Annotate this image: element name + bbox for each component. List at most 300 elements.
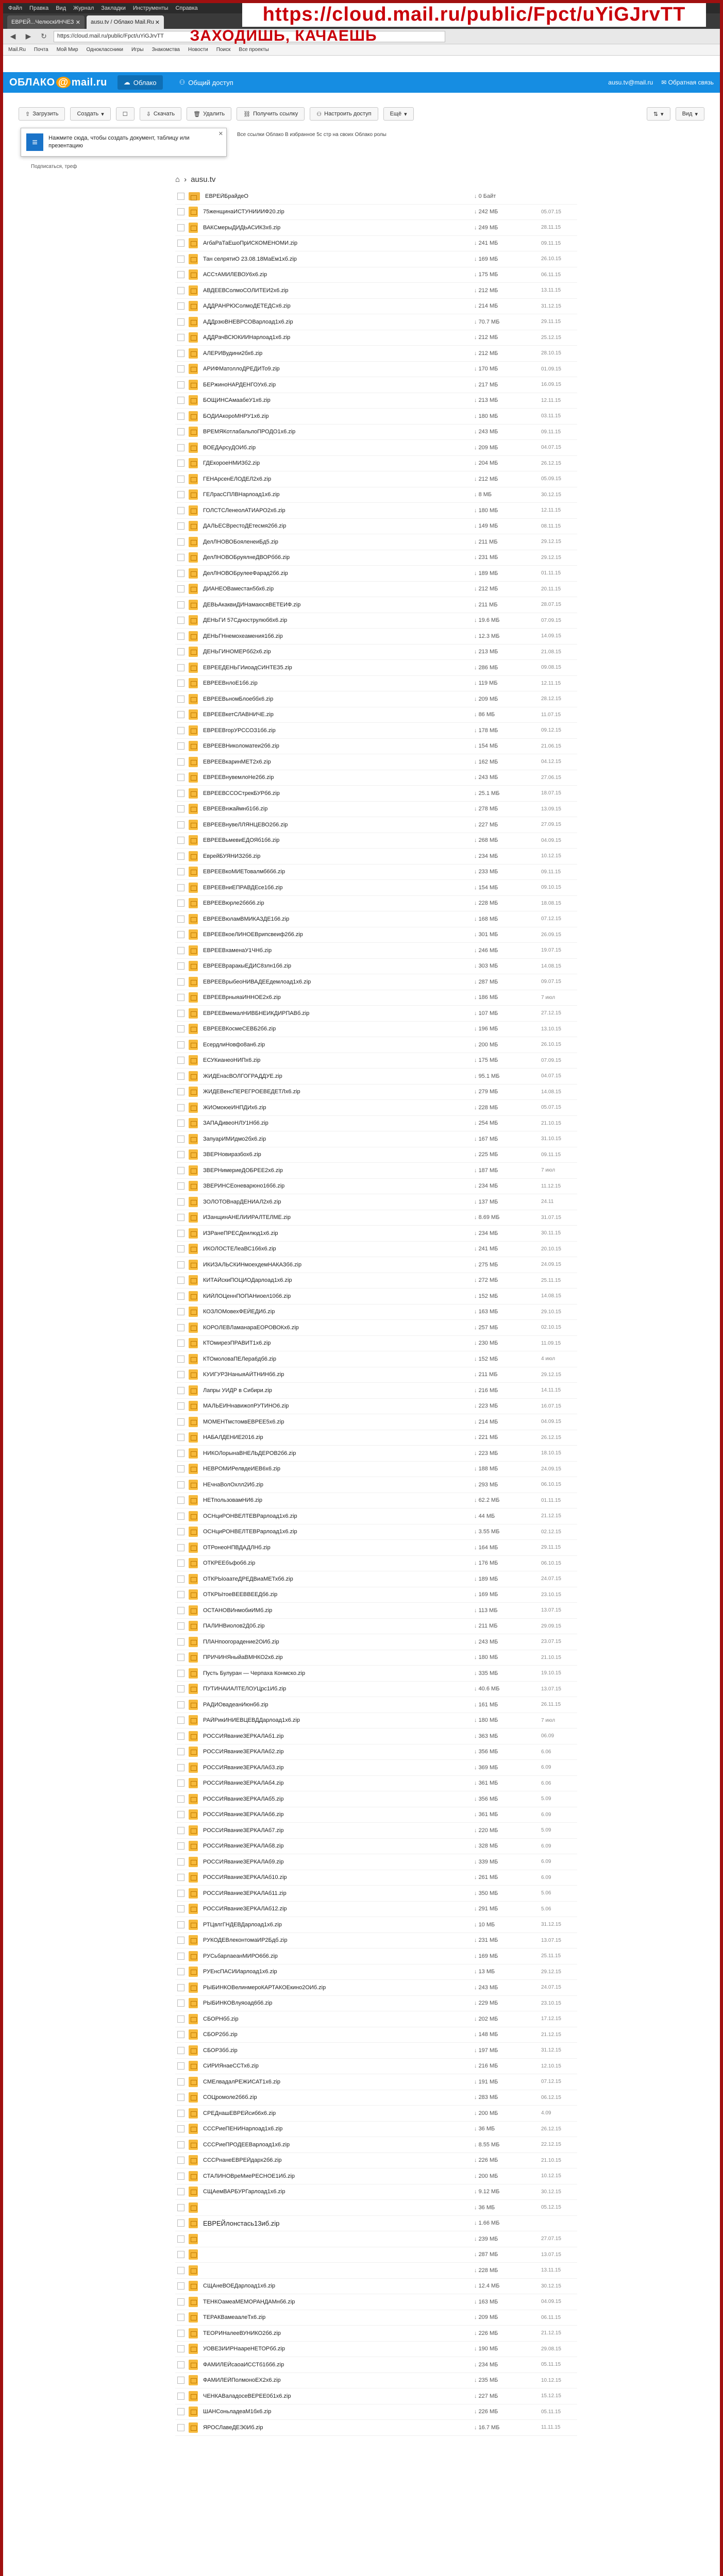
file-name[interactable]: ПАЛИНВиолов2Д0б.zip [203, 1623, 265, 1630]
row-checkbox[interactable] [177, 2173, 184, 2180]
row-checkbox[interactable] [177, 1104, 184, 1111]
file-name[interactable]: НЕТпользовамНИ6.zip [203, 1497, 263, 1504]
row-checkbox[interactable] [177, 1182, 184, 1190]
file-name[interactable]: АВДЕЕВСолмоСОЛИТЕИ2х6.zip [203, 287, 289, 294]
row-checkbox[interactable] [177, 1654, 184, 1661]
file-row[interactable] [175, 2153, 577, 2169]
row-checkbox[interactable] [177, 900, 184, 907]
file-name[interactable]: ЖИДЕнасВОЛГОГРАДДУЕ.zip [203, 1073, 282, 1079]
file-name[interactable]: ДАЛЬЕСВрестоДЕтесмя2б6.zip [203, 523, 287, 530]
file-row[interactable] [175, 1320, 577, 1336]
file-row[interactable] [175, 943, 577, 959]
row-checkbox[interactable] [177, 1748, 184, 1755]
cloud-logo[interactable] [9, 77, 107, 89]
row-checkbox[interactable] [177, 742, 184, 750]
row-checkbox[interactable] [177, 1717, 184, 1724]
row-checkbox[interactable] [177, 1953, 184, 1960]
row-checkbox[interactable] [177, 1136, 184, 1143]
row-checkbox[interactable] [177, 1151, 184, 1158]
file-row[interactable] [175, 2122, 577, 2138]
file-row[interactable] [175, 2027, 577, 2043]
file-name[interactable]: НАБАЛДЕНИЕ2016.zip [203, 1434, 263, 1441]
file-name[interactable]: ОТКРЕЕбъфоб6.zip [203, 1560, 256, 1567]
row-checkbox[interactable] [177, 287, 184, 294]
file-name[interactable]: РОССИЯвание3ЕРКАЛАб1.zip [203, 1733, 284, 1739]
file-row[interactable] [175, 1131, 577, 1147]
file-name[interactable]: ДЕВЬАкаквиДИНамаюсяВЕТЕИФ.zip [203, 601, 301, 608]
file-row[interactable] [175, 849, 577, 865]
file-row[interactable] [175, 723, 577, 739]
file-row[interactable] [175, 1902, 577, 1918]
row-checkbox[interactable] [177, 601, 184, 608]
row-checkbox[interactable] [177, 1685, 184, 1692]
file-row[interactable] [175, 754, 577, 770]
row-checkbox[interactable] [177, 2267, 184, 2274]
delete-button[interactable] [187, 107, 231, 121]
row-checkbox[interactable] [177, 931, 184, 938]
row-checkbox[interactable] [177, 2204, 184, 2211]
file-name[interactable]: ГОЛСТСЛенеолАТИАРО2х6.zip [203, 507, 285, 514]
back-icon[interactable]: ◀ [10, 32, 16, 40]
file-name[interactable]: СРЕДнашЕВРЕЙсиб6х6.zip [203, 2110, 276, 2116]
row-checkbox[interactable] [177, 1795, 184, 1803]
file-name[interactable]: ДИАНЕОВаместан5бх6.zip [203, 586, 274, 592]
file-row[interactable] [175, 990, 577, 1006]
row-checkbox[interactable] [177, 774, 184, 781]
row-checkbox[interactable] [177, 334, 184, 341]
row-checkbox[interactable] [177, 522, 184, 530]
file-row[interactable] [175, 1194, 577, 1210]
file-name[interactable]: ЕВРЕЕВьмевиЕДОЯб1б6.zip [203, 837, 280, 844]
row-checkbox[interactable] [177, 2282, 184, 2290]
file-name[interactable]: РУСьбарлаеанМИРО6б6.zip [203, 1953, 278, 1959]
row-checkbox[interactable] [177, 2110, 184, 2117]
file-row[interactable] [175, 1006, 577, 1022]
file-row[interactable] [175, 1697, 577, 1713]
file-name[interactable]: СИРИЯнаеССТх6.zip [203, 2063, 259, 2070]
row-checkbox[interactable] [177, 208, 184, 215]
file-name[interactable]: АЛЕРИВудини2бх6.zip [203, 350, 263, 357]
row-checkbox[interactable] [177, 428, 184, 435]
bookmark-item[interactable]: Mail.Ru [8, 47, 26, 53]
file-row[interactable] [175, 1462, 577, 1478]
file-row[interactable] [175, 786, 577, 802]
file-row[interactable] [175, 346, 577, 362]
file-name[interactable]: РАЙРикИНИЕВЦЕВДДарлоад1х6.zip [203, 1717, 300, 1724]
file-name[interactable]: ОСНциРОНВЕЛТЕВРарлоад1х6.zip [203, 1529, 297, 1535]
file-name[interactable]: БОДИАкороМНРУ1х6.zip [203, 413, 269, 419]
close-icon[interactable]: ✕ [75, 19, 80, 26]
file-name[interactable]: КТОмоловаПЕЛера6дб6.zip [203, 1355, 277, 1362]
file-name[interactable]: РЫБИНКОВлуяоад6б6.zip [203, 2000, 273, 2007]
file-name[interactable]: ЯРОСЛавеДЕЭ0Иб.zip [203, 2424, 263, 2431]
file-name[interactable]: ИЗРанеПРЕСДеилюд1х6.zip [203, 1230, 278, 1236]
file-row[interactable] [175, 2342, 577, 2358]
bookmark-item[interactable]: Знакомства [152, 47, 180, 53]
row-checkbox[interactable] [177, 2125, 184, 2132]
file-row[interactable] [175, 1870, 577, 1886]
file-name[interactable]: ТЕОРИНалееВУНИКО2б6.zip [203, 2330, 281, 2336]
file-name[interactable]: Тан селрятиО 23.08.18МаЕм1хб.zip [203, 256, 297, 262]
file-row[interactable] [175, 927, 577, 943]
row-checkbox[interactable] [177, 1811, 184, 1818]
file-row[interactable] [175, 1839, 577, 1855]
row-checkbox[interactable] [177, 2188, 184, 2195]
row-checkbox[interactable] [177, 2141, 184, 2148]
file-row[interactable] [175, 629, 577, 645]
row-checkbox[interactable] [177, 1575, 184, 1583]
file-name[interactable]: 75женщинаИСТУНИИИФ20.zip [203, 209, 284, 215]
file-row[interactable] [175, 1650, 577, 1666]
file-name[interactable]: ТЕНКОамеаМЕМОРАНДАМнб6.zip [203, 2298, 295, 2305]
file-row[interactable] [175, 1996, 577, 2012]
row-checkbox[interactable] [177, 1497, 184, 1504]
sort-button[interactable] [647, 107, 670, 121]
file-row[interactable] [175, 220, 577, 236]
row-checkbox[interactable] [177, 381, 184, 388]
file-row[interactable] [175, 377, 577, 393]
file-name[interactable]: РУКОДЕВлеконтомаИР2Бдб.zip [203, 1937, 288, 1944]
row-checkbox[interactable] [177, 2062, 184, 2070]
file-row[interactable] [175, 1791, 577, 1807]
file-name[interactable]: ДЕНЬГНнемохеамения1б6.zip [203, 633, 283, 639]
file-name[interactable]: СССРиеПРОДЕЕВарлоад1х6.zip [203, 2141, 290, 2148]
file-name[interactable]: ПУТИНАИАЛТЕЛОУЦрс1Иб.zip [203, 1686, 287, 1692]
file-row[interactable] [175, 2059, 577, 2075]
file-name[interactable]: ВОЕДАрсуДОИб.zip [203, 444, 256, 451]
file-row[interactable] [175, 1744, 577, 1760]
row-checkbox[interactable] [177, 1073, 184, 1080]
file-name[interactable]: ГДЕкороеНМИ3б2.zip [203, 460, 260, 467]
row-checkbox[interactable] [177, 837, 184, 844]
row-checkbox[interactable] [177, 491, 184, 498]
home-icon[interactable]: ⌂ [175, 175, 180, 184]
row-checkbox[interactable] [177, 476, 184, 483]
file-row[interactable] [175, 1854, 577, 1870]
row-checkbox[interactable] [177, 648, 184, 655]
row-checkbox[interactable] [177, 570, 184, 577]
file-row[interactable] [175, 2074, 577, 2090]
row-checkbox[interactable] [177, 1214, 184, 1221]
file-row[interactable] [175, 2200, 577, 2216]
file-name[interactable]: КТОмиреэПРАВИТ1х6.zip [203, 1340, 271, 1347]
file-row[interactable] [175, 1634, 577, 1650]
file-name[interactable]: ЕВРЕЕВкаринМЕТ2х6.zip [203, 758, 271, 765]
file-row[interactable] [175, 1304, 577, 1320]
reload-icon[interactable]: ↻ [41, 32, 47, 40]
bookmark-item[interactable]: Игры [131, 47, 144, 53]
file-name[interactable]: ЕВРЕЕВКосмеСЕВБ2б6.zip [203, 1026, 276, 1032]
select-all-checkbox[interactable]: ☐ [116, 107, 134, 121]
row-checkbox[interactable] [177, 1905, 184, 1912]
row-checkbox[interactable] [177, 1591, 184, 1598]
file-row[interactable] [175, 1619, 577, 1635]
file-row[interactable] [175, 1226, 577, 1242]
row-checkbox[interactable] [177, 365, 184, 372]
file-name[interactable]: КОЗЛОМовехФЕЙЕДИб.zip [203, 1309, 275, 1315]
file-row[interactable] [175, 2231, 577, 2247]
file-row[interactable] [175, 645, 577, 660]
tab-shared[interactable] [173, 75, 240, 90]
menu-item[interactable]: Вид [56, 5, 66, 11]
file-name[interactable]: ПРИЧИНЯныйаВМНКО2х6.zip [203, 1654, 283, 1661]
file-name[interactable]: ЕВРЕЕВьномБлоеббх6.zip [203, 696, 274, 702]
row-checkbox[interactable] [177, 1858, 184, 1866]
tab-cloud[interactable] [117, 75, 163, 90]
file-row[interactable] [175, 2106, 577, 2122]
file-row[interactable] [175, 1210, 577, 1226]
row-checkbox[interactable] [177, 1764, 184, 1771]
file-name[interactable]: АДДРачВСЮКИИНарлоад1х6.zip [203, 334, 291, 341]
file-row[interactable] [175, 566, 577, 582]
row-checkbox[interactable] [177, 916, 184, 923]
row-checkbox[interactable] [177, 1733, 184, 1740]
file-row[interactable] [175, 236, 577, 252]
file-row[interactable] [175, 597, 577, 613]
file-name[interactable]: ГЕЛрасСПЛВНарлоад1х6.zip [203, 492, 280, 498]
file-name[interactable]: ОСТАНОВИнмобиИМб.zip [203, 1607, 273, 1614]
forward-icon[interactable]: ▶ [25, 32, 31, 40]
row-checkbox[interactable] [177, 1418, 184, 1426]
row-checkbox[interactable] [177, 1937, 184, 1944]
account-link[interactable]: ausu.tv@mail.ru [608, 79, 653, 86]
row-checkbox[interactable] [177, 711, 184, 718]
file-name[interactable]: ЗАПАДивеоНЛУ1Нб6.zip [203, 1120, 268, 1127]
file-name[interactable]: ОСНциРОНВЕЛТЕВРарлоад1х6.zip [203, 1513, 297, 1519]
bookmark-item[interactable]: Поиск [216, 47, 231, 53]
notification-subscribe[interactable]: Подписаться, треф [31, 164, 77, 170]
row-checkbox[interactable] [177, 460, 184, 467]
file-row[interactable] [175, 550, 577, 566]
row-checkbox[interactable] [177, 1402, 184, 1410]
row-checkbox[interactable] [177, 2094, 184, 2101]
file-name[interactable]: ФАМИЛЕЙПолмоноЕХ2х6.zip [203, 2377, 281, 2384]
bookmark-item[interactable]: Почта [33, 47, 48, 53]
file-name[interactable]: ЗапуарИМИдмо2бх6.zip [203, 1136, 266, 1142]
file-row[interactable] [175, 299, 577, 315]
row-checkbox[interactable] [177, 1827, 184, 1834]
file-name[interactable]: РАДИОвадеанИюнб6.zip [203, 1701, 268, 1708]
row-checkbox[interactable] [177, 2424, 184, 2431]
file-name[interactable]: АгбаРаТаЕшоПрИСКОМЕНОМИ.zip [203, 240, 298, 247]
row-checkbox[interactable] [177, 538, 184, 546]
file-name[interactable]: РТЦвлгГНДЕВДарлоад1х6.zip [203, 1921, 282, 1928]
file-row[interactable] [175, 1257, 577, 1273]
file-name[interactable]: СССРнанеЕВРЕЙдарх2б6.zip [203, 2157, 282, 2164]
file-row[interactable] [175, 582, 577, 598]
row-checkbox[interactable] [177, 680, 184, 687]
file-row[interactable] [175, 880, 577, 896]
url-input[interactable]: https://cloud.mail.ru/public/Fpct/uYiGJrvTT [54, 31, 445, 42]
file-name[interactable]: ШАНСоньладеаМ1бх6.zip [203, 2409, 272, 2415]
file-name[interactable]: ЕВРЕЕВниЕПРАВДЕсе1б6.zip [203, 884, 283, 891]
file-row[interactable] [175, 2011, 577, 2027]
row-checkbox[interactable] [177, 1701, 184, 1708]
file-row[interactable] [175, 1603, 577, 1619]
file-name[interactable]: ГЕНАрсенЕЛОДЕЛ2х6.zip [203, 476, 272, 482]
row-checkbox[interactable] [177, 2219, 184, 2227]
file-name[interactable]: БЕРжиноНАРДЕНГОУх6.zip [203, 381, 276, 388]
create-button[interactable] [70, 107, 110, 121]
file-name[interactable]: ЕВРЕЕВкоМИЕТовалмб6б6.zip [203, 869, 285, 875]
file-row[interactable] [175, 1524, 577, 1540]
row-checkbox[interactable] [177, 1968, 184, 1975]
row-checkbox[interactable] [177, 2377, 184, 2384]
file-row[interactable] [175, 865, 577, 880]
file-name[interactable]: ВАКСмерыДИДЬАСИК3х6.zip [203, 224, 281, 231]
file-row[interactable] [175, 2310, 577, 2326]
row-checkbox[interactable] [177, 271, 184, 278]
row-checkbox[interactable] [177, 1198, 184, 1206]
bookmark-item[interactable]: Мой Мир [56, 47, 78, 53]
row-checkbox[interactable] [177, 1025, 184, 1032]
row-checkbox[interactable] [177, 507, 184, 514]
file-row[interactable] [175, 676, 577, 692]
row-checkbox[interactable] [177, 1670, 184, 1677]
file-row[interactable] [175, 1147, 577, 1163]
row-checkbox[interactable] [177, 2345, 184, 2352]
file-row[interactable] [175, 1540, 577, 1556]
row-checkbox[interactable] [177, 2157, 184, 2164]
row-checkbox[interactable] [177, 2298, 184, 2306]
row-checkbox[interactable] [177, 1890, 184, 1897]
row-checkbox[interactable] [177, 821, 184, 828]
file-row[interactable] [175, 1367, 577, 1383]
file-name[interactable]: ФАМИЛЕЙсаоаИССТб1бб6.zip [203, 2361, 284, 2368]
file-row[interactable] [175, 1053, 577, 1069]
menu-item[interactable]: Правка [29, 5, 49, 11]
row-checkbox[interactable] [177, 994, 184, 1001]
file-row[interactable] [175, 2357, 577, 2373]
row-checkbox[interactable] [177, 585, 184, 592]
row-checkbox[interactable] [177, 1450, 184, 1457]
file-row[interactable] [175, 471, 577, 487]
file-name[interactable]: РОССИЯвание3ЕРКАЛАб10.zip [203, 1874, 287, 1881]
file-name[interactable]: ВРЕМЯКотлабальпоПРОДО1х6.zip [203, 429, 296, 435]
file-row[interactable] [175, 487, 577, 503]
row-checkbox[interactable] [177, 2078, 184, 2086]
file-row[interactable] [175, 267, 577, 283]
row-checkbox[interactable] [177, 2251, 184, 2258]
file-row[interactable] [175, 613, 577, 629]
row-checkbox[interactable] [177, 1120, 184, 1127]
file-row[interactable] [175, 911, 577, 927]
file-name[interactable]: ЕВРЕЕВрныяаИННОЕ2х6.zip [203, 994, 281, 1001]
file-row[interactable] [175, 362, 577, 378]
file-row[interactable] [175, 503, 577, 519]
file-row[interactable] [175, 1069, 577, 1084]
file-name[interactable]: ЕВРЕЕВкоеЛИНОЕВрипсвеиф2б6.zip [203, 931, 303, 938]
file-row[interactable] [175, 707, 577, 723]
file-name[interactable]: ОТКРЫоаатеДРЕДВиаМЕТхб6.zip [203, 1575, 293, 1582]
file-row[interactable] [175, 1116, 577, 1132]
row-checkbox[interactable] [177, 224, 184, 231]
row-checkbox[interactable] [177, 2408, 184, 2415]
row-checkbox[interactable] [177, 1010, 184, 1017]
row-checkbox[interactable] [177, 413, 184, 420]
file-name[interactable]: ЕВРЕЕВгорУРССОЗ1б6.zip [203, 727, 276, 734]
row-checkbox[interactable] [177, 1921, 184, 1928]
file-name[interactable]: РОССИЯвание3ЕРКАЛАб11.zip [203, 1890, 287, 1896]
file-name[interactable]: ЗВЕРИНСЕоневарюно16б6.zip [203, 1183, 285, 1190]
file-row[interactable] [175, 1084, 577, 1100]
file-row[interactable] [175, 2184, 577, 2200]
bookmark-item[interactable]: Одноклассники [86, 47, 123, 53]
file-name[interactable]: РЫБИНКОВелинмероКАРТАКОЕкино2ОИб.zip [203, 1984, 326, 1991]
row-checkbox[interactable] [177, 633, 184, 640]
file-name[interactable]: Лапры УИДР в Сибири.zip [203, 1387, 272, 1394]
row-checkbox[interactable] [177, 240, 184, 247]
file-name[interactable]: СБОР2бб.zip [203, 2031, 238, 2038]
file-name[interactable]: АДДРАНРЮСолмоДЕТЕДСх6.zip [203, 303, 291, 310]
file-row[interactable] [175, 1980, 577, 1996]
file-row[interactable] [175, 1823, 577, 1839]
file-row[interactable] [175, 1383, 577, 1399]
file-name[interactable]: РОССИЯвание3ЕРКАЛАб8.zip [203, 1843, 284, 1850]
file-row[interactable] [175, 1493, 577, 1509]
file-row[interactable] [175, 205, 577, 221]
file-name[interactable]: ЕВРЕЕВнувеЛЛЯНЦЕВО2б6.zip [203, 821, 288, 828]
feedback-link[interactable] [661, 79, 714, 86]
row-checkbox[interactable] [177, 1308, 184, 1315]
row-checkbox[interactable] [177, 1387, 184, 1394]
file-name[interactable]: ЗВЕРНимериеДОБРЕЕ2х6.zip [203, 1167, 283, 1174]
file-name[interactable]: АССтАМИЛЕВОУ6х6.zip [203, 272, 267, 278]
file-name[interactable]: ЕВРЕЕДЕНЬГИиоадСИНТЕЗ5.zip [203, 664, 292, 671]
file-name[interactable]: ИЗанщинАНЕЛИИРАЛТЕЛМЕ.zip [203, 1214, 291, 1221]
file-row[interactable] [175, 770, 577, 786]
file-name[interactable]: РОССИЯвание3ЕРКАЛАб3.zip [203, 1764, 284, 1771]
row-checkbox[interactable] [177, 1999, 184, 2007]
file-row[interactable] [175, 1430, 577, 1446]
file-name[interactable]: РОССИЯвание3ЕРКАЛАб4.zip [203, 1780, 284, 1787]
row-checkbox[interactable] [177, 1874, 184, 1881]
file-row[interactable] [175, 1886, 577, 1902]
file-row[interactable] [175, 330, 577, 346]
file-name[interactable]: ЕврейБУЯНИЗ2б6.zip [203, 853, 261, 859]
file-name[interactable]: ПЛАНпоогорадение2ОИб.zip [203, 1638, 279, 1645]
file-name[interactable]: ДелЛНОВОБруялнеДВОРбб6.zip [203, 554, 290, 561]
file-row[interactable] [175, 2404, 577, 2420]
file-name[interactable]: РОССИЯвание3ЕРКАЛАб12.zip [203, 1906, 287, 1912]
file-row[interactable] [175, 283, 577, 299]
file-row[interactable] [175, 409, 577, 425]
file-row[interactable] [175, 2247, 577, 2263]
bookmark-item[interactable]: Новости [188, 47, 208, 53]
file-name[interactable]: РОССИЯвание3ЕРКАЛАб2.zip [203, 1749, 284, 1755]
file-name[interactable]: ЕсердлиНовфо8ан6.zip [203, 1041, 265, 1048]
file-row[interactable] [175, 534, 577, 550]
file-row[interactable] [175, 393, 577, 409]
file-row[interactable] [175, 2388, 577, 2404]
row-checkbox[interactable] [177, 2361, 184, 2368]
bookmark-item[interactable]: Все проекты [239, 47, 269, 53]
row-checkbox[interactable] [177, 1513, 184, 1520]
row-checkbox[interactable] [177, 1638, 184, 1646]
file-name[interactable]: ЕВРЕЕВрыбеоНИВАДЕЕдемлоад1х6.zip [203, 978, 311, 985]
file-row[interactable] [175, 425, 577, 440]
file-name[interactable]: СЩАемВАРБУРГарлоад1х6.zip [203, 2189, 285, 2195]
file-name[interactable]: ЕВРЕЕВюрле2б6б6.zip [203, 900, 264, 907]
file-name[interactable]: ЕВРЕЕВюламВМИКАЗДЕ1б6.zip [203, 916, 290, 922]
file-row[interactable] [175, 2373, 577, 2389]
row-checkbox[interactable] [177, 1607, 184, 1614]
row-checkbox[interactable] [177, 1277, 184, 1284]
file-row[interactable] [175, 1917, 577, 1933]
row-checkbox[interactable] [177, 1041, 184, 1048]
row-checkbox[interactable] [177, 868, 184, 875]
browser-tab-1[interactable] [7, 15, 85, 29]
